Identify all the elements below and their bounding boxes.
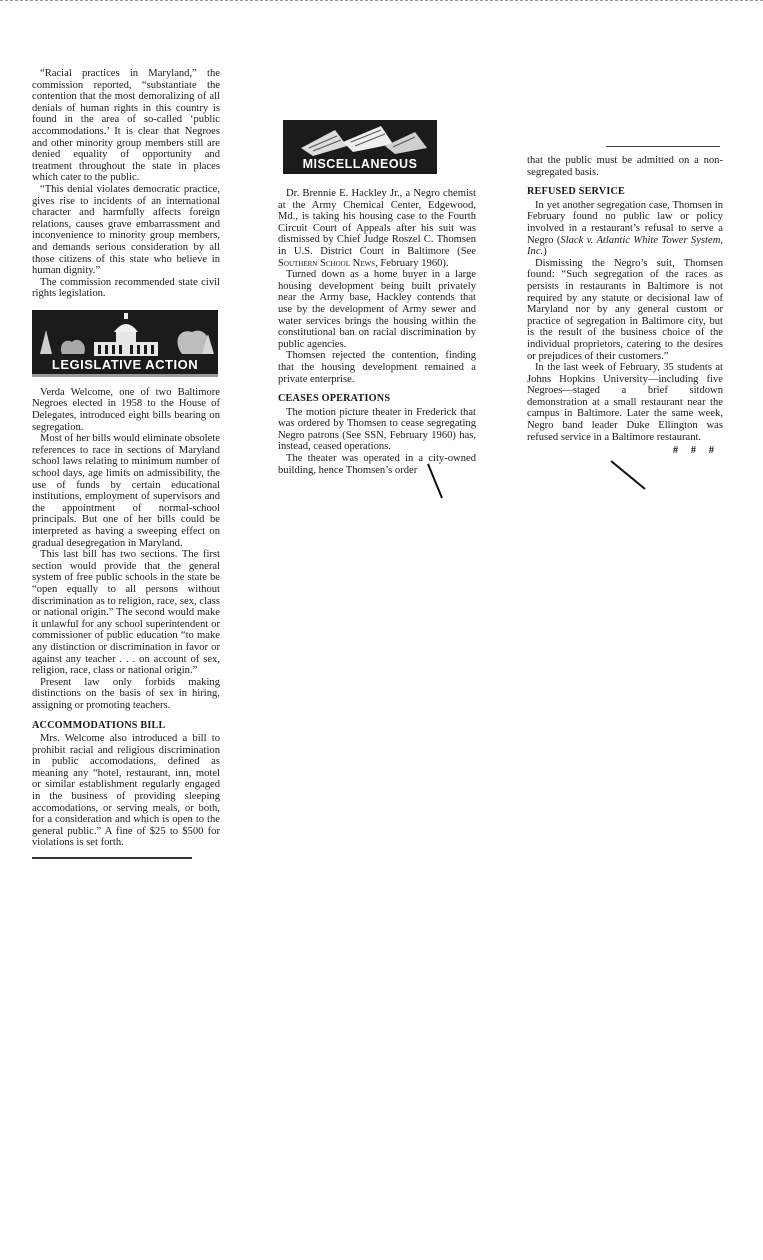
banner-label: LEGISLATIVE ACTION xyxy=(51,357,199,373)
paragraph: that the public must be admitted on a non-segregated basis. xyxy=(527,155,723,178)
paragraph-text: ) xyxy=(543,246,547,258)
paragraph: Most of her bills would eliminate obsolete references to race in sections of Maryland school laws relating to minimum number of school days, age limits on admissibility, the use of funds by certain educational institutions, employment of supervisors and the appointment of normal-school principals. But one of her bills could be interpreted as having a sweeping effect on gradual desegregation in Maryland. xyxy=(32,433,220,549)
paragraph: Turned down as a home buyer in a large housing development being built privately near the Army base, Hackley contends that use by the development of Army sewer and water services brings the housing within the constitutional ban on racial discrimination by public agencies. xyxy=(278,269,476,350)
paragraph-text: , February 1960). xyxy=(375,257,449,269)
section-heading: ACCOMMODATIONS BILL xyxy=(32,719,166,731)
paragraph: Verda Welcome, one of two Baltimore Negroes elected in 1958 to the House of Delegates, introduced eight bills bearing on segregation. xyxy=(32,386,220,433)
pencil-mark xyxy=(609,459,649,493)
paragraph: The commission recommended state civil rights legislation. xyxy=(32,276,220,300)
section-heading: REFUSED SERVICE xyxy=(527,186,626,198)
paragraph: Present law only forbids making distinctions on the basis of sex in hiring, assigning or promoting teachers. xyxy=(32,676,220,711)
miscellaneous-banner xyxy=(283,120,437,174)
paragraph: Mrs. Welcome also introduced a bill to prohibit racial and religious discrimination in public accomodations, defined as meaning any “hotel, restaurant, inn, motel or similar establishment regularly engaged in the business of providing sleeping accomodations, or serving meals, or both, for a consideration and which is open to the general public.” A fine of $25 to $500 for violations is set forth. xyxy=(32,733,220,849)
paragraph xyxy=(527,200,723,258)
banner-label: MISCELLANEOUS xyxy=(302,157,418,171)
paragraph: “This denial violates democratic practice, gives rise to incidents of an international character and harmfully affects foreign relations, causes grave embarrassment and inconvenience to minority group members, and demands serious consideration by all those citizens of this state who believe in human dignity.” xyxy=(32,183,220,277)
paragraph: In the last week of February, 35 students at Johns Hopkins University—including five Negroes—staged a brief sitdown demonstration at a small restaurant near the campus in Baltimore. Later the same week, Negro band leader Duke Ellington was refused service in a Baltimore restaurant. xyxy=(527,362,723,443)
paragraph-text: Dr. Brennie E. Hackley Jr., a Negro chemist at the Army Chemical Center, Edgewood, Md., is taking his housing case to the Fourth Circuit Court of Appeals after his suit was dismissed by Chief Judge Roszel C. Thomsen in U.S. District Court in Baltimore (See xyxy=(278,188,476,257)
pencil-mark xyxy=(426,462,446,502)
case-name: Slack v. Atlantic White Tower System, Inc. xyxy=(527,234,724,258)
end-mark: # # # xyxy=(672,445,719,457)
column-left xyxy=(32,68,220,859)
paragraph: “Racial practices in Maryland,” the commission reported, “substantiate the contention that the most demoralizing of all denials of human rights in this country is found in the area of so-called ‘public accommodations.’ It is clear that Negroes and other minority group members still are denied equality of opportunity and treatment throughout the state in places which cater to the public. xyxy=(32,68,220,184)
publication-name: Southern School News xyxy=(278,257,376,269)
paragraph: Thomsen rejected the contention, finding that the housing development remained a private enterprise. xyxy=(278,350,476,385)
paragraph: This last bill has two sections. The first section would provide that the general system of free public schools in the state be “open equally to all persons without discrimination as to religion, race, sex, class or national origin.” The second would make it unlawful for any school superintendent or commissioner of public education “to make any distinction or discrimination in favor or against any teacher . . . on account of sex, religion, race, class or national origin.” xyxy=(32,549,220,677)
column-top-rule xyxy=(606,146,720,147)
paragraph: The theater was operated in a city-owned building, hence Thomsen’s order xyxy=(278,453,476,476)
paragraph xyxy=(278,188,476,269)
column-right xyxy=(527,155,723,493)
paragraph: Dismissing the Negro’s suit, Thomsen found: “Such segregation of the races as persists in restaurants in Baltimore is not required by any statute or decisional law of Maryland nor by any general custom or practice of segregation in Baltimore city, but is the result of the business choice of the individual proprietors, catering to the desires or prejudices of their customers.” xyxy=(527,257,723,362)
section-end-rule xyxy=(32,857,192,859)
paragraph-text: In yet another segregation case, Thomsen in February found no public law or policy involved in a restaurant’s refusal to serve a Negro ( xyxy=(527,199,723,246)
column-middle xyxy=(278,188,476,502)
top-dashed-border xyxy=(0,0,763,1)
section-heading: CEASES OPERATIONS xyxy=(278,393,391,405)
legislative-action-banner xyxy=(32,310,218,377)
paragraph: The motion picture theater in Frederick that was ordered by Thomsen to cease segregating Negro patrons (See SSN, February 1960) has, instead, ceased operations. xyxy=(278,406,476,453)
